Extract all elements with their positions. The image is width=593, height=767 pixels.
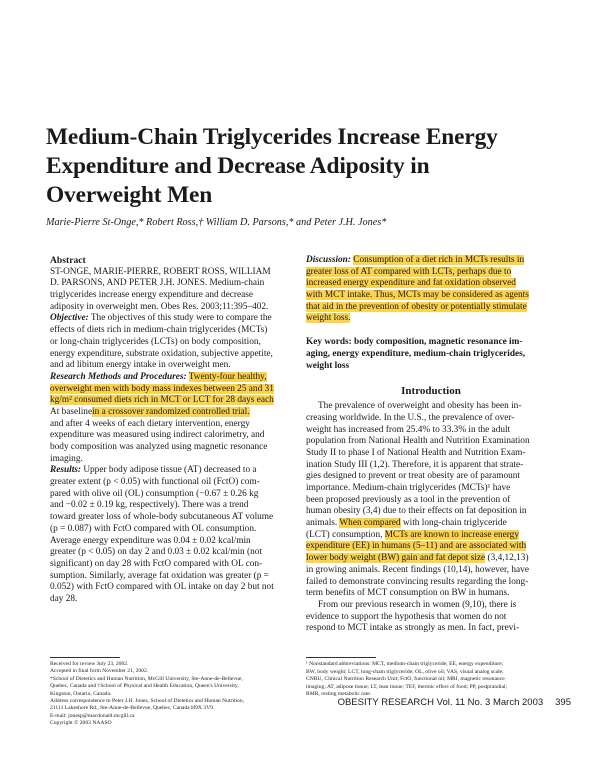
line-text: term benefits of MCT consumption on BW in humans. bbox=[306, 588, 510, 599]
text-line bbox=[50, 360, 300, 372]
line-text: adiposity in overweight men. Obes Res. 2003;11:395–402. bbox=[50, 301, 269, 312]
text-line bbox=[50, 442, 300, 454]
footnote-line: Received for review July 23, 2002. bbox=[50, 661, 129, 667]
highlighted-text: in a crossover randomized controlled trial. bbox=[92, 406, 250, 417]
page-footer bbox=[338, 697, 571, 708]
footnote-rule-left bbox=[50, 657, 120, 658]
journal-citation: OBESITY RESEARCH Vol. 11 No. 3 March 2003 bbox=[337, 697, 544, 708]
highlighted-text: greater loss of AT compared with LCTs, perhaps due to bbox=[306, 266, 512, 277]
text-line bbox=[50, 372, 300, 384]
text-line bbox=[306, 278, 556, 290]
text-line bbox=[50, 325, 300, 337]
text-line bbox=[50, 454, 300, 466]
text-line bbox=[50, 278, 300, 290]
footnote-line: RMR, resting metabolic rate. bbox=[306, 691, 372, 698]
footnote-line: Accepted in final form November 21, 2002. bbox=[50, 668, 149, 675]
text-line bbox=[306, 623, 556, 635]
line-text: triglycerides increase energy expenditure and decrease bbox=[50, 290, 253, 301]
highlighted-text: lower body weight (BW) gain and fat depot size bbox=[306, 553, 486, 564]
text-line bbox=[50, 465, 300, 477]
introduction-heading: Introduction bbox=[401, 385, 461, 398]
paper-title bbox=[46, 123, 546, 210]
line-text: effects of diets rich in medium-chain triglycerides (MCTs) bbox=[50, 325, 268, 336]
text-line bbox=[50, 571, 300, 583]
line-text: body composition was analyzed using magnetic resonance bbox=[50, 442, 268, 452]
abbreviations-footnote bbox=[306, 661, 556, 699]
text-line bbox=[306, 530, 556, 542]
abstract-heading: Abstract bbox=[50, 255, 86, 266]
right-column bbox=[306, 255, 556, 635]
highlighted-text: increased energy expenditure and fat oxidation observed bbox=[306, 278, 516, 289]
line-text: gies designed to prevent or treat obesity are of paramount bbox=[306, 471, 521, 482]
text-line bbox=[50, 337, 300, 349]
line-text: (3,4,12,13) bbox=[485, 553, 529, 564]
line-text: toward greater loss of whole-body subcutaneous AT volume bbox=[50, 512, 274, 523]
line-text: pared with olive oil (OL) consumption (−0.67 ± 0.26 kg bbox=[50, 488, 259, 499]
text-line bbox=[50, 500, 300, 512]
line-text: At baseline bbox=[50, 406, 93, 417]
line-text: creasing worldwide. In the U.S., the prevalence of over- bbox=[306, 412, 515, 423]
text-line bbox=[306, 460, 556, 472]
line-text: or long-chain triglycerides (LCTs) on body composition, bbox=[50, 336, 261, 347]
line-text: significant) on day 28 with FctO compared with OL con- bbox=[50, 558, 263, 569]
section-label: Research Methods and Procedures: bbox=[50, 371, 187, 382]
footnote-rule-right bbox=[306, 657, 376, 658]
line-text: animals. bbox=[306, 518, 340, 529]
footnote-line: Quebec, Canada and †School of Physical and Health Education, Queen's University, bbox=[50, 683, 239, 690]
footnote-line: BW, body weight; LCT, long-chain triglyceride; OL, olive oil; VAS, visual analog scale; bbox=[306, 668, 504, 675]
line-text: The prevalence of overweight and obesity has been in- bbox=[318, 401, 522, 412]
line-text: expenditure was measured using indirect calorimetry, and bbox=[50, 430, 265, 441]
highlighted-text: expenditure (EE) in humans (5–11) and are associated with bbox=[306, 541, 527, 552]
text-line bbox=[306, 471, 556, 483]
line-text: weight has increased from 25.4% to 33.3% in the adult bbox=[306, 424, 511, 435]
text-line bbox=[306, 267, 556, 279]
footnote-line: ¹ Nonstandard abbreviations: MCT, medium-chain triglyceride; EE, energy expenditure; bbox=[306, 661, 504, 667]
footnote-line: *School of Dietetics and Human Nutrition, McGill University, Ste-Anne-de-Bellevue, bbox=[50, 675, 243, 682]
line-text: and after 4 weeks of each dietary intervention, energy bbox=[50, 418, 250, 429]
highlighted-text: Consumption of a diet rich in MCTs results in bbox=[353, 255, 525, 265]
text-line bbox=[50, 267, 300, 279]
text-line bbox=[50, 582, 300, 594]
line-text: failed to demonstrate convincing results regarding the long- bbox=[306, 576, 529, 587]
text-line bbox=[306, 518, 556, 530]
text-line bbox=[50, 395, 300, 407]
line-text: greater (p < 0.05) on day 2 and 0.03 ± 0.02 kcal/min (not bbox=[50, 547, 262, 558]
text-line bbox=[50, 477, 300, 489]
line-text: (LCT) consumption, bbox=[306, 529, 385, 540]
received-footnote bbox=[50, 661, 300, 728]
footnote-line: CNRU, Clinical Nutrition Research Unit; FctO, functional oil; MRI, magnetic resonance bbox=[306, 676, 505, 683]
page-number: 395 bbox=[555, 697, 571, 708]
line-text: Average energy expenditure was 0.04 ± 0.02 kcal/min bbox=[50, 535, 251, 546]
text-line bbox=[50, 290, 300, 302]
keywords-line: Key words: body composition, magnetic resonance im- bbox=[306, 337, 523, 348]
author-list: Marie-Pierre St-Onge,* Robert Ross,† William D. Parsons,* and Peter J.H. Jones* bbox=[46, 217, 387, 228]
line-text: sumption. Similarly, average fat oxidation was greater (p = bbox=[50, 570, 269, 581]
line-text: importance. Medium-chain triglycerides (MCTs)¹ have bbox=[306, 483, 511, 493]
text-line bbox=[306, 255, 556, 267]
text-line bbox=[50, 419, 300, 431]
text-line bbox=[50, 313, 300, 325]
line-text: ination Study III (1,2). Therefore, it is apparent that strate- bbox=[306, 459, 524, 470]
line-text: The objectives of this study were to compare the bbox=[88, 313, 272, 324]
text-line bbox=[306, 577, 556, 589]
line-text: 0.052) with FctO compared with OL intake on day 2 but not bbox=[50, 582, 274, 593]
highlighted-text: When compared bbox=[339, 518, 401, 529]
highlighted-text: kg/m² consumed diets rich in MCT or LCT for 28 days each bbox=[50, 395, 274, 406]
text-line bbox=[306, 401, 556, 413]
text-line bbox=[50, 512, 300, 524]
line-text: evidence to support the hypothesis that women do not bbox=[306, 611, 507, 622]
line-text: human obesity (3,4) due to their effects on fat deposition in bbox=[306, 506, 527, 517]
abstract-body bbox=[50, 267, 300, 606]
line-text: ST-ONGE, MARIE-PIERRE, ROBERT ROSS, WILLIAM bbox=[50, 266, 271, 277]
line-text: imaging. bbox=[50, 453, 83, 464]
text-line bbox=[50, 407, 300, 419]
line-text: energy expenditure, substrate oxidation, subjective appetite, bbox=[50, 348, 273, 359]
text-line bbox=[306, 600, 556, 612]
text-line bbox=[50, 349, 300, 361]
footnote-line: E-mail: jonesp@macdonald.mcgill.ca bbox=[50, 712, 135, 719]
text-line bbox=[50, 489, 300, 501]
text-line bbox=[306, 553, 556, 565]
keywords-line: aging, energy expenditure, medium-chain triglycerides, bbox=[306, 348, 526, 359]
line-text: and ad libitum energy intake in overweight men. bbox=[50, 360, 231, 371]
text-line bbox=[50, 536, 300, 548]
text-line bbox=[306, 313, 556, 325]
line-text: population from National Health and Nutrition Examination bbox=[306, 436, 530, 447]
text-line bbox=[306, 483, 556, 495]
text-line bbox=[306, 565, 556, 577]
highlighted-text: that aid in the prevention of obesity or potentially stimulate bbox=[306, 301, 527, 312]
line-text: been proposed previously as a tool in the prevention of bbox=[306, 494, 511, 505]
text-line bbox=[50, 594, 300, 606]
text-line bbox=[50, 430, 300, 442]
text-line bbox=[50, 384, 300, 396]
line-text: From our previous research in women (9,10), there is bbox=[318, 599, 517, 610]
line-text: Study II to phase I of National Health and Nutrition Exam- bbox=[306, 447, 526, 458]
line-text: day 28. bbox=[50, 593, 78, 604]
footnote-line: Copyright © 2003 NAASO bbox=[50, 720, 112, 727]
abstract-column bbox=[50, 255, 300, 606]
text-line bbox=[306, 448, 556, 460]
line-text: Upper body adipose tissue (AT) decreased to a bbox=[81, 465, 257, 476]
footnote-line: 21111 Lakeshore Rd., Ste-Anne-de-Bellevue, Quebec, Canada H9X 3V9. bbox=[50, 705, 215, 712]
line-text: and −0.02 ± 0.19 kg, respectively). There was a trend bbox=[50, 500, 249, 511]
line-text: D. PARSONS, AND PETER J.H. JONES. Medium-chain bbox=[50, 278, 265, 289]
footnote-line: Kingston, Ontario, Canada. bbox=[50, 690, 112, 697]
text-line bbox=[306, 495, 556, 507]
text-line bbox=[306, 612, 556, 624]
text-line bbox=[50, 559, 300, 571]
line-text: respond to MCT intake as strongly as men. In fact, previ- bbox=[306, 623, 520, 634]
section-label: Discussion: bbox=[306, 255, 351, 265]
highlighted-text: with MCT intake. Thus, MCTs may be considered as agents bbox=[306, 290, 529, 301]
line-text: (p = 0.087) with FctO compared with OL consumption. bbox=[50, 523, 257, 534]
section-label: Objective: bbox=[50, 313, 89, 324]
text-line bbox=[306, 425, 556, 437]
highlighted-text: overweight men with body mass indexes between 25 and 31 bbox=[50, 383, 274, 394]
line-text: greater extent (p < 0.05) with functional oil (FctO) com- bbox=[50, 477, 260, 488]
text-line bbox=[50, 547, 300, 559]
highlighted-text: weight loss. bbox=[306, 313, 351, 324]
text-line bbox=[306, 506, 556, 518]
highlighted-text: Twenty-four healthy, bbox=[188, 371, 267, 382]
footnote-line: imaging; AT, adipose tissue; LT, lean tissue; TEF, thermic effect of food; PP, postprandial; bbox=[306, 683, 508, 690]
text-line bbox=[306, 290, 556, 302]
line-text: in growing animals. Recent findings (10,14), however, have bbox=[306, 564, 529, 575]
text-line bbox=[306, 541, 556, 553]
line-text: with long-chain triglyceride bbox=[400, 518, 507, 529]
title-line: Overweight Men bbox=[46, 182, 213, 208]
title-line: Medium-Chain Triglycerides Increase Energy bbox=[46, 124, 498, 150]
keywords-line: weight loss bbox=[306, 360, 350, 371]
text-line bbox=[50, 302, 300, 314]
highlighted-text: MCTs are known to increase energy bbox=[384, 529, 519, 540]
discussion-paragraph bbox=[306, 255, 556, 325]
text-line bbox=[306, 302, 556, 314]
text-line bbox=[306, 588, 556, 600]
text-line bbox=[50, 524, 300, 536]
keywords-block bbox=[306, 337, 556, 372]
title-line: Expenditure and Decrease Adiposity in bbox=[46, 153, 430, 179]
introduction-body bbox=[306, 401, 556, 635]
text-line bbox=[306, 413, 556, 425]
text-line bbox=[306, 436, 556, 448]
section-label: Results: bbox=[50, 465, 81, 476]
footnote-line: Address correspondence to Peter J.H. Jones, School of Dietetics and Human Nutrition, bbox=[50, 698, 245, 705]
